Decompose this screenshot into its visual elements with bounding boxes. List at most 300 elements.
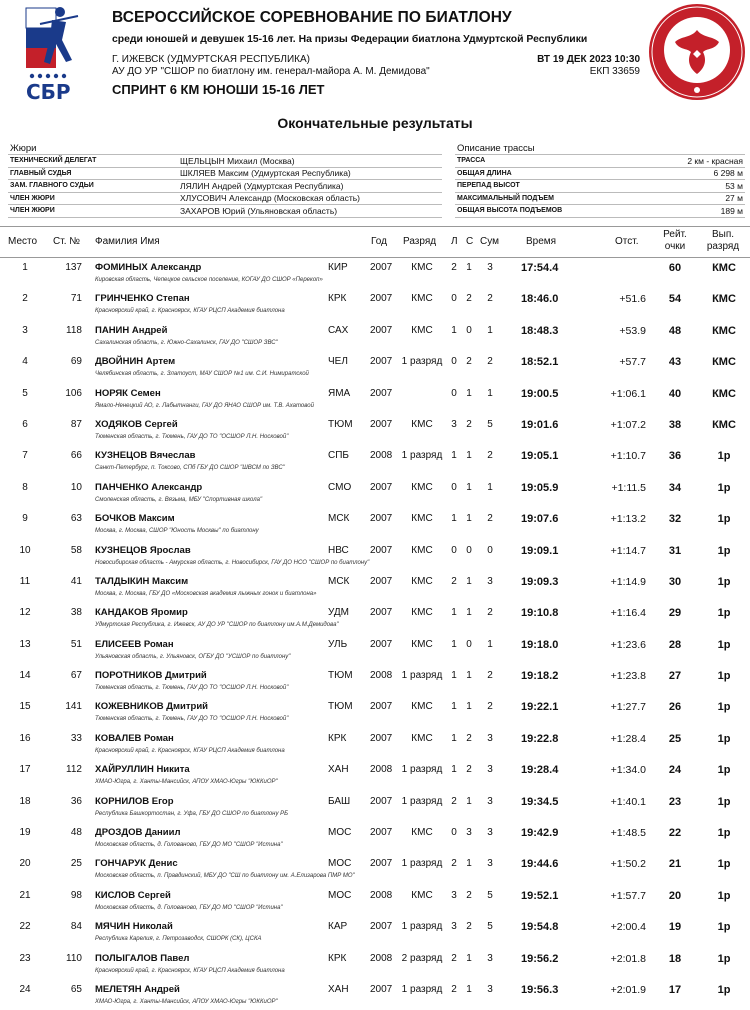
col-achieved-line1: Вып.	[711, 229, 735, 240]
prone-misses: 3	[451, 921, 457, 933]
athlete-name: ГОНЧАРУК Денис	[95, 858, 178, 870]
col-achieved-line2: разряд	[706, 241, 740, 252]
bib-cell: 10	[70, 481, 82, 493]
place-cell: 6	[22, 418, 28, 430]
standing-misses: 1	[466, 450, 472, 462]
finish-time: 19:52.1	[521, 889, 559, 902]
course-key: ТРАССА	[455, 155, 643, 168]
jury-row	[8, 192, 442, 205]
table-row	[0, 571, 750, 602]
time-gap: +2:01.9	[610, 983, 646, 996]
page-title: Окончательные результаты	[277, 115, 473, 131]
prone-misses: 0	[451, 544, 457, 556]
rank-cell: КМС	[411, 418, 433, 430]
team-code: БАШ	[328, 795, 351, 807]
rating-points: 32	[668, 513, 682, 526]
finish-time: 19:22.8	[521, 732, 559, 745]
rating-points: 30	[668, 575, 682, 588]
region-info: Ямало-Ненецкий АО, г. Лабытнанги, ГАУ ДО ЯНАО СШОР им. Т.В. Ахатовой	[95, 402, 314, 409]
achieved-rank: 1р	[717, 481, 731, 494]
finish-time: 19:54.8	[521, 921, 559, 934]
rank-cell: 1 разряд	[401, 356, 443, 368]
bib-cell: 51	[70, 638, 82, 650]
achieved-rank: КМС	[712, 262, 736, 274]
team-code: ЯМА	[328, 387, 351, 399]
time-gap: +2:00.4	[610, 921, 646, 934]
team-code: ТЮМ	[328, 701, 353, 713]
course-key: ОБЩАЯ ДЛИНА	[455, 167, 643, 180]
time-gap: +1:07.2	[610, 418, 646, 431]
birth-year: 2007	[370, 701, 393, 713]
achieved-rank: 1р	[717, 544, 731, 557]
col-sum: Сум	[480, 236, 499, 247]
standing-misses: 1	[466, 262, 472, 273]
rating-points: 21	[668, 858, 682, 871]
table-row	[0, 320, 750, 351]
team-code: КРК	[328, 732, 347, 744]
birth-year: 2007	[370, 544, 393, 556]
course-key: ОБЩАЯ ВЫСОТА ПОДЪЕМОВ	[455, 205, 643, 218]
col-points-line1: Рейт.	[663, 229, 687, 240]
finish-time: 19:44.6	[521, 858, 559, 871]
birth-year: 2007	[370, 481, 393, 493]
rating-points: 60	[668, 262, 682, 274]
organizer: АУ ДО УР "СШОР по биатлону им. генерал-майора А. М. Демидова"	[112, 66, 430, 77]
prone-misses: 1	[451, 764, 457, 776]
rank-cell: КМС	[411, 513, 433, 525]
table-row	[0, 979, 750, 1010]
rating-points: 23	[668, 795, 682, 808]
prone-misses: 1	[451, 701, 457, 713]
prone-misses: 3	[451, 418, 457, 430]
region-info: Тюменская область, г. Тюмень, ГАУ ДО ТО "ОСШОР Л.Н. Носковой"	[95, 716, 289, 723]
udmurtia-emblem	[647, 2, 747, 102]
rank-cell: КМС	[411, 544, 433, 556]
achieved-rank: 1р	[717, 513, 731, 526]
standing-misses: 1	[466, 795, 472, 807]
athlete-name: ХАЙРУЛЛИН Никита	[95, 764, 190, 776]
finish-time: 19:18.2	[521, 670, 559, 683]
jury-role: ГЛАВНЫЙ СУДЬЯ	[8, 167, 178, 180]
athlete-name: БОЧКОВ Максим	[95, 513, 175, 525]
birth-year: 2007	[370, 324, 393, 336]
results-table	[0, 257, 750, 1010]
achieved-rank: 1р	[717, 607, 731, 620]
rank-cell: 1 разряд	[401, 858, 443, 870]
table-row	[0, 791, 750, 822]
team-code: КРК	[328, 952, 347, 964]
achieved-rank: КМС	[712, 418, 736, 431]
athlete-name: КАНДАКОВ Яромир	[95, 607, 188, 619]
col-time: Время	[526, 236, 557, 247]
table-row	[0, 665, 750, 696]
col-name: Фамилия Имя	[95, 236, 160, 247]
region-info: Челябинская область, г. Златоуст, МАУ СШОР №1 им. С.И. Нимиратской	[95, 371, 309, 378]
team-code: МОС	[328, 889, 352, 901]
rank-cell: КМС	[411, 575, 433, 587]
table-row	[0, 508, 750, 539]
standing-misses: 2	[466, 889, 472, 901]
rank-cell: КМС	[411, 889, 433, 901]
region-info: Московская область, п. Правдинский, МБУ ДО "СШ по биатлону им. А.Елизарова ПМР МО"	[95, 873, 355, 880]
jury-heading: Жюри	[10, 143, 37, 154]
place-cell: 18	[19, 795, 31, 807]
team-code: ХАН	[328, 764, 349, 776]
birth-year: 2008	[370, 450, 393, 462]
finish-time: 17:54.4	[521, 262, 559, 274]
region-info: Московская область, д. Голованово, ГБУ ДО МО "СШОР "Истина"	[95, 842, 283, 849]
table-row	[0, 351, 750, 382]
time-gap: +1:23.8	[610, 670, 646, 683]
col-standing: С	[466, 236, 474, 247]
rating-points: 26	[668, 701, 682, 714]
place-cell: 10	[19, 544, 31, 556]
rating-points: 27	[668, 670, 682, 683]
athlete-name: ДРОЗДОВ Даниил	[95, 827, 181, 839]
birth-year: 2007	[370, 575, 393, 587]
jury-row	[8, 167, 442, 180]
birth-year: 2007	[370, 921, 393, 933]
team-code: ХАН	[328, 983, 349, 995]
finish-time: 19:00.5	[521, 387, 559, 400]
place-cell: 14	[19, 670, 31, 682]
col-bib: Ст. №	[53, 236, 80, 247]
achieved-rank: 1р	[717, 827, 731, 840]
standing-misses: 1	[466, 701, 472, 713]
team-code: МОС	[328, 858, 352, 870]
col-prone: Л	[451, 236, 458, 247]
finish-time: 18:48.3	[521, 324, 559, 337]
rating-points: 20	[668, 889, 682, 902]
region-info: Кировская область, Чепецкое сельское поселение, КОГАУ ДО СШОР «Перекоп»	[95, 277, 323, 283]
region-info: Красноярский край, г. Красноярск, КГАУ РЦСП Академия биатлона	[95, 308, 285, 315]
prone-misses: 2	[451, 575, 457, 587]
place-cell: 21	[19, 889, 31, 901]
prone-misses: 2	[451, 858, 457, 870]
prone-misses: 3	[451, 889, 457, 901]
total-misses: 3	[487, 952, 493, 964]
standing-misses: 1	[466, 858, 472, 870]
jury-member: ХЛУСОВИЧ Александр (Московская область)	[178, 192, 442, 205]
team-code: УДМ	[328, 607, 350, 619]
region-info: Ульяновская область, г. Ульяновск, ОГБУ ДО "УСШОР по биатлону"	[95, 653, 291, 660]
bib-cell: 58	[70, 544, 82, 556]
rating-points: 18	[668, 952, 682, 965]
total-misses: 3	[487, 262, 493, 273]
achieved-rank: 1р	[717, 670, 731, 683]
standing-misses: 2	[466, 418, 472, 430]
total-misses: 1	[487, 638, 493, 650]
achieved-rank: 1р	[717, 889, 731, 902]
jury-role: ЗАМ. ГЛАВНОГО СУДЬИ	[8, 180, 178, 193]
standing-misses: 1	[466, 481, 472, 493]
region-info: Москва, г. Москва, ГБУ ДО «Московская академия лыжных гонок и биатлона»	[95, 590, 317, 597]
birth-year: 2007	[370, 732, 393, 744]
athlete-name: ФОМИНЫХ Александр	[95, 262, 202, 273]
total-misses: 3	[487, 827, 493, 839]
time-gap: +1:23.6	[610, 638, 646, 651]
bib-cell: 67	[70, 670, 82, 682]
total-misses: 3	[487, 575, 493, 587]
place-cell: 7	[22, 450, 28, 462]
region-info: Красноярский край, г. Красноярск, КГАУ РЦСП Академия биатлона	[95, 747, 285, 754]
rank-cell: 1 разряд	[401, 670, 443, 682]
total-misses: 3	[487, 983, 493, 995]
time-gap: +1:14.7	[610, 544, 646, 557]
col-rank: Разряд	[403, 236, 437, 247]
team-code: КИР	[328, 262, 348, 273]
rank-cell: КМС	[411, 827, 433, 839]
rank-cell: КМС	[411, 732, 433, 744]
place-cell: 20	[19, 858, 31, 870]
table-row	[0, 477, 750, 508]
achieved-rank: 1р	[717, 983, 731, 996]
prone-misses: 0	[451, 827, 457, 839]
time-gap: +1:57.7	[610, 889, 646, 902]
prone-misses: 1	[451, 670, 457, 682]
place-cell: 11	[19, 575, 31, 587]
total-misses: 3	[487, 795, 493, 807]
rank-cell: 1 разряд	[401, 983, 443, 995]
team-code: НВС	[328, 544, 349, 556]
place-cell: 5	[22, 387, 28, 399]
place-cell: 4	[22, 356, 28, 368]
athlete-name: КОВАЛЕВ Роман	[95, 732, 174, 744]
achieved-rank: 1р	[717, 795, 731, 808]
team-code: МСК	[328, 575, 350, 587]
birth-year: 2007	[370, 827, 393, 839]
birth-year: 2007	[370, 858, 393, 870]
athlete-name: НОРЯК Семен	[95, 387, 161, 399]
bib-cell: 112	[66, 764, 82, 776]
course-value: 2 км - красная	[643, 155, 745, 168]
birth-year: 2007	[370, 387, 393, 399]
birth-year: 2008	[370, 764, 393, 776]
athlete-name: ЕЛИСЕЕВ Роман	[95, 638, 174, 650]
jury-role: ЧЛЕН ЖЮРИ	[8, 205, 178, 218]
standing-misses: 2	[466, 356, 472, 368]
team-code: КАР	[328, 921, 348, 933]
birth-year: 2007	[370, 513, 393, 525]
prone-misses: 2	[451, 795, 457, 807]
place-cell: 17	[19, 764, 31, 776]
bib-cell: 63	[70, 513, 82, 525]
standing-misses: 1	[466, 513, 472, 525]
rank-cell: 1 разряд	[401, 450, 443, 462]
region-info: Москва, г. Москва, СШОР "Юность Москвы" по биатлону	[95, 528, 259, 535]
course-value: 27 м	[643, 192, 745, 205]
time-gap: +1:11.5	[611, 481, 646, 494]
finish-time: 19:22.1	[521, 701, 559, 714]
birth-year: 2007	[370, 356, 393, 368]
finish-time: 19:09.1	[521, 544, 559, 557]
place-cell: 23	[19, 952, 31, 964]
region-info: Удмуртская Республика, г. Ижевск, АУ ДО УР "СШОР по биатлону им.А.М.Демидова"	[95, 622, 339, 629]
rating-points: 19	[668, 921, 682, 934]
finish-time: 19:07.6	[521, 513, 559, 526]
prone-misses: 1	[451, 513, 457, 525]
time-gap: +53.9	[619, 324, 646, 337]
finish-time: 19:05.1	[521, 450, 559, 463]
bib-cell: 25	[70, 858, 82, 870]
total-misses: 5	[487, 418, 493, 430]
finish-time: 19:56.3	[521, 983, 559, 996]
table-row	[0, 257, 750, 288]
bib-cell: 118	[66, 324, 82, 336]
achieved-rank: КМС	[712, 356, 736, 369]
birth-year: 2007	[370, 418, 393, 430]
jury-role: ТЕХНИЧЕСКИЙ ДЕЛЕГАТ	[8, 155, 178, 168]
place-cell: 13	[19, 638, 31, 650]
standing-misses: 2	[466, 293, 472, 305]
bib-cell: 66	[70, 450, 82, 462]
bib-cell: 84	[70, 921, 82, 933]
place-cell: 24	[19, 983, 31, 995]
race-name: СПРИНТ 6 КМ ЮНОШИ 15-16 ЛЕТ	[112, 82, 325, 97]
prone-misses: 2	[451, 952, 457, 964]
total-misses: 2	[487, 356, 493, 368]
time-gap: +1:13.2	[610, 513, 646, 526]
time-gap: +1:28.4	[610, 732, 646, 745]
course-value: 6 298 м	[643, 167, 745, 180]
rank-cell: КМС	[411, 293, 433, 305]
rank-cell: КМС	[411, 701, 433, 713]
place-cell: 8	[22, 481, 28, 493]
team-code: МСК	[328, 513, 350, 525]
rating-points: 36	[668, 450, 682, 463]
standing-misses: 0	[466, 324, 472, 336]
achieved-rank: КМС	[712, 324, 736, 337]
bib-cell: 110	[66, 952, 82, 964]
table-row	[0, 383, 750, 414]
rank-cell: 2 разряд	[401, 952, 443, 964]
table-row	[0, 822, 750, 853]
table-row	[0, 948, 750, 979]
rating-points: 17	[668, 983, 682, 996]
finish-time: 19:18.0	[521, 638, 559, 651]
achieved-rank: 1р	[717, 732, 731, 745]
athlete-name: КУЗНЕЦОВ Вячеслав	[95, 450, 196, 462]
course-key: ПЕРЕПАД ВЫСОТ	[455, 180, 643, 193]
birth-year: 2007	[370, 795, 393, 807]
jury-member: ШКЛЯЕВ Максим (Удмуртская Республика)	[178, 167, 442, 180]
region-info: Республика Башкортостан, г. Уфа, ГБУ ДО СШОР по биатлону РБ	[95, 810, 289, 817]
col-achieved-rank	[700, 229, 746, 253]
col-place: Место	[8, 236, 38, 247]
achieved-rank: КМС	[712, 293, 736, 306]
region-info: Республика Карелия, г. Петрозаводск, СШОРК (СК), ЦСКА	[95, 936, 262, 943]
birth-year: 2008	[370, 952, 393, 964]
achieved-rank: 1р	[717, 764, 731, 777]
total-misses: 1	[487, 387, 493, 399]
team-code: УЛЬ	[328, 638, 348, 650]
finish-time: 19:10.8	[521, 607, 559, 620]
region-info: Смоленская область, г. Вязьма, МБУ "Спортивная школа"	[95, 496, 263, 503]
team-code: ЧЕЛ	[328, 356, 348, 368]
achieved-rank: 1р	[717, 858, 731, 871]
rating-points: 43	[668, 356, 682, 369]
place-cell: 3	[22, 324, 28, 336]
table-row	[0, 445, 750, 476]
time-gap: +1:34.0	[610, 764, 646, 777]
prone-misses: 1	[451, 450, 457, 462]
achieved-rank: 1р	[717, 450, 731, 463]
finish-time: 19:09.3	[521, 575, 559, 588]
time-gap: +57.7	[619, 356, 646, 369]
table-row	[0, 288, 750, 319]
prone-misses: 2	[451, 262, 457, 273]
course-value: 189 м	[643, 205, 745, 218]
results-header	[0, 226, 750, 258]
datetime: ВТ 19 ДЕК 2023 10:30	[537, 54, 640, 65]
col-year: Год	[371, 236, 387, 247]
place-cell: 16	[19, 732, 31, 744]
rating-points: 54	[668, 293, 682, 306]
prone-misses: 1	[451, 324, 457, 336]
bib-cell: 137	[65, 262, 82, 273]
table-row	[0, 759, 750, 790]
sbr-logo	[22, 4, 82, 104]
total-misses: 2	[487, 701, 493, 713]
place-cell: 19	[19, 827, 31, 839]
time-gap: +1:40.1	[610, 795, 646, 808]
jury-member: ЛЯЛИН Андрей (Удмуртская Республика)	[178, 180, 442, 193]
finish-time: 19:01.6	[521, 418, 559, 431]
standing-misses: 0	[466, 638, 472, 650]
time-gap: +1:10.7	[610, 450, 646, 463]
bib-cell: 98	[70, 889, 82, 901]
athlete-name: КОРНИЛОВ Егор	[95, 795, 174, 807]
total-misses: 3	[487, 858, 493, 870]
course-row	[455, 155, 745, 168]
time-gap: +1:50.2	[610, 858, 646, 871]
bib-cell: 38	[70, 607, 82, 619]
table-row	[0, 728, 750, 759]
birth-year: 2008	[370, 670, 393, 682]
region-info: Тюменская область, г. Тюмень, ГАУ ДО ТО "ОСШОР Л.Н. Носковой"	[95, 685, 289, 692]
jury-row	[8, 180, 442, 193]
finish-time: 19:42.9	[521, 827, 559, 840]
region-info: ХМАО-Югра, г. Ханты-Мансийск, АПОУ ХМАО-Югры "ЮККиОР"	[95, 998, 278, 1005]
finish-time: 19:56.2	[521, 952, 559, 965]
achieved-rank: 1р	[717, 921, 731, 934]
finish-time: 19:34.5	[521, 795, 559, 808]
athlete-name: МЕЛЕТЯН Андрей	[95, 983, 180, 995]
birth-year: 2007	[370, 638, 393, 650]
total-misses: 2	[487, 293, 493, 305]
course-value: 53 м	[643, 180, 745, 193]
finish-time: 18:46.0	[521, 293, 559, 306]
prone-misses: 1	[451, 732, 457, 744]
athlete-name: КУЗНЕЦОВ Ярослав	[95, 544, 191, 556]
bib-cell: 48	[70, 827, 82, 839]
sbr-logo-text: СБР	[26, 80, 71, 104]
region-info: Красноярский край, г. Красноярск, КГАУ РЦСП Академия биатлона	[95, 967, 285, 974]
jury-table	[8, 154, 442, 218]
total-misses: 2	[487, 670, 493, 682]
prone-misses: 1	[451, 638, 457, 650]
course-table	[455, 154, 745, 218]
table-row	[0, 414, 750, 445]
athlete-name: МЯЧИН Николай	[95, 921, 173, 933]
prone-misses: 0	[451, 356, 457, 368]
standing-misses: 2	[466, 732, 472, 744]
athlete-name: ДВОЙНИН Артем	[95, 356, 176, 368]
prone-misses: 0	[451, 387, 457, 399]
location: Г. ИЖЕВСК (УДМУРТСКАЯ РЕСПУБЛИКА)	[112, 54, 310, 65]
total-misses: 3	[487, 732, 493, 744]
team-code: ТЮМ	[328, 670, 353, 682]
